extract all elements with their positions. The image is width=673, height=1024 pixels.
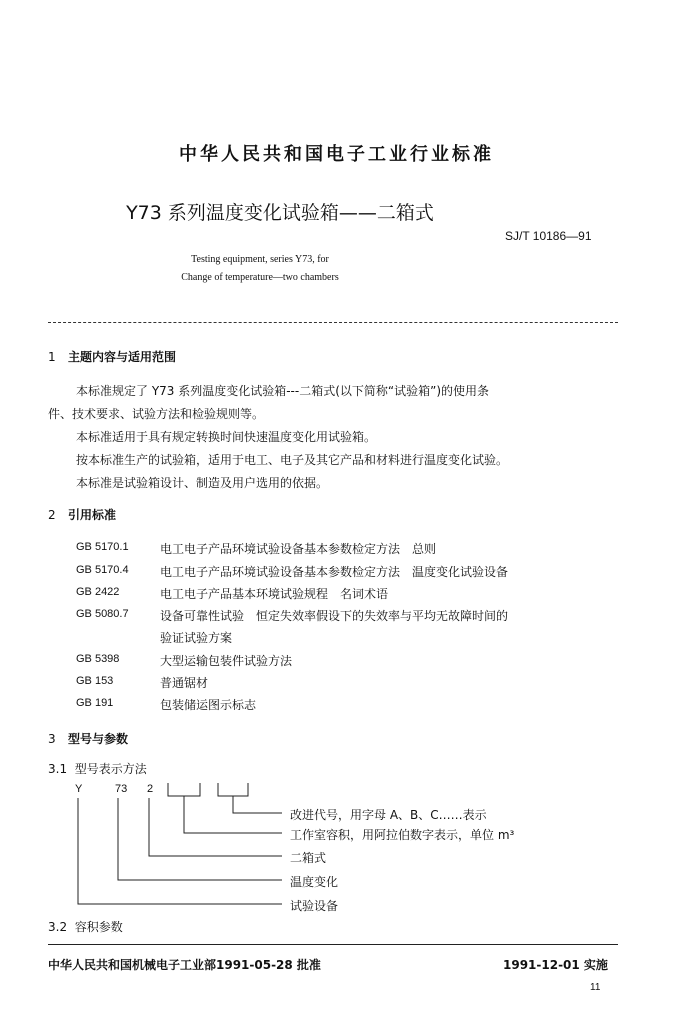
subsection-3-2-heading — [48, 918, 123, 935]
english-title-line2: Change of temperature—two chambers — [181, 272, 339, 283]
paragraph: 本标准适用于具有规定转换时间快速温度变化用试验箱。 — [76, 430, 377, 444]
section-number: 1 — [48, 350, 56, 364]
leader-line-two-chamber — [149, 798, 282, 856]
leader-line-test-equipment — [78, 798, 282, 904]
reference-code: GB 2422 — [76, 586, 120, 598]
english-title-line1: Testing equipment, series Y73, for — [191, 254, 329, 265]
reference-title: 电工电子产品环境试验设备基本参数检定方法 总则 — [160, 542, 437, 556]
section-number: 3 — [48, 732, 56, 746]
reference-code: GB 191 — [76, 697, 114, 709]
diagram-label-temperature-change: 温度变化 — [290, 875, 339, 889]
reference-code: GB 153 — [76, 675, 114, 687]
standard-title: Y73 系列温度变化试验箱——二箱式 — [126, 202, 434, 224]
section-title: 型号与参数 — [68, 732, 129, 746]
section-2-heading — [48, 506, 116, 523]
diagram-label-two-chamber: 二箱式 — [290, 851, 327, 865]
section-number: 2 — [48, 508, 56, 522]
model-part-2: 2 — [147, 783, 154, 795]
reference-code: GB 5398 — [76, 653, 120, 665]
reference-code: GB 5170.1 — [76, 541, 129, 553]
header-divider — [48, 322, 618, 323]
section-title: 主题内容与适用范围 — [68, 350, 177, 364]
paragraph: 本标准是试验箱设计、制造及用户选用的依据。 — [76, 476, 329, 490]
model-part-73: 73 — [115, 783, 128, 795]
subsection-title: 型号表示方法 — [74, 762, 147, 776]
diagram-label-test-equipment: 试验设备 — [290, 899, 339, 913]
leader-line-temperature-change — [118, 798, 282, 880]
variant-placeholder-box — [218, 783, 248, 796]
reference-code: GB 5170.4 — [76, 564, 129, 576]
page-number: 11 — [590, 982, 601, 993]
section-3-heading — [48, 730, 128, 747]
reference-title: 大型运输包装件试验方法 — [160, 654, 293, 668]
section-title: 引用标准 — [68, 508, 117, 522]
paragraph-line: 件、技术要求、试验方法和检验规则等。 — [48, 407, 265, 421]
model-part-y: Y — [75, 783, 83, 795]
reference-title-continued: 验证试验方案 — [160, 631, 233, 645]
reference-title: 设备可靠性试验 恒定失效率假设下的失效率与平均无故障时间的 — [160, 609, 509, 623]
diagram-label-variant: 改进代号，用字母 A、B、C……表示 — [290, 808, 487, 822]
subsection-number: 3.1 — [48, 762, 68, 776]
diagram-label-volume: 工作室容积，用阿拉伯数字表示，单位 m³ — [290, 828, 515, 842]
standard-number: SJ/T 10186—91 — [505, 229, 592, 243]
section-1-heading — [48, 348, 176, 365]
footer-divider — [48, 944, 618, 945]
leader-line-variant — [233, 796, 282, 813]
paragraph-line: 本标准规定了 Y73 系列温度变化试验箱---二箱式(以下简称“试验箱”)的使用条 — [76, 384, 490, 398]
subsection-number: 3.2 — [48, 920, 68, 934]
issuing-authority: 中华人民共和国机械电子工业部1991-05-28 批准 — [48, 958, 321, 972]
reference-code: GB 5080.7 — [76, 608, 129, 620]
org-title: 中华人民共和国电子工业行业标准 — [179, 144, 494, 165]
volume-placeholder-box — [168, 783, 200, 796]
reference-title: 电工电子产品基本环境试验规程 名词术语 — [160, 587, 389, 601]
paragraph: 按本标准生产的试验箱，适用于电工、电子及其它产品和材料进行温度变化试验。 — [76, 453, 509, 467]
effective-date: 1991-12-01 实施 — [503, 958, 608, 972]
subsection-title: 容积参数 — [74, 920, 123, 934]
reference-title: 电工电子产品环境试验设备基本参数检定方法 温度变化试验设备 — [160, 565, 509, 579]
reference-title: 普通锯材 — [160, 676, 209, 690]
reference-title: 包装储运图示标志 — [160, 698, 257, 712]
